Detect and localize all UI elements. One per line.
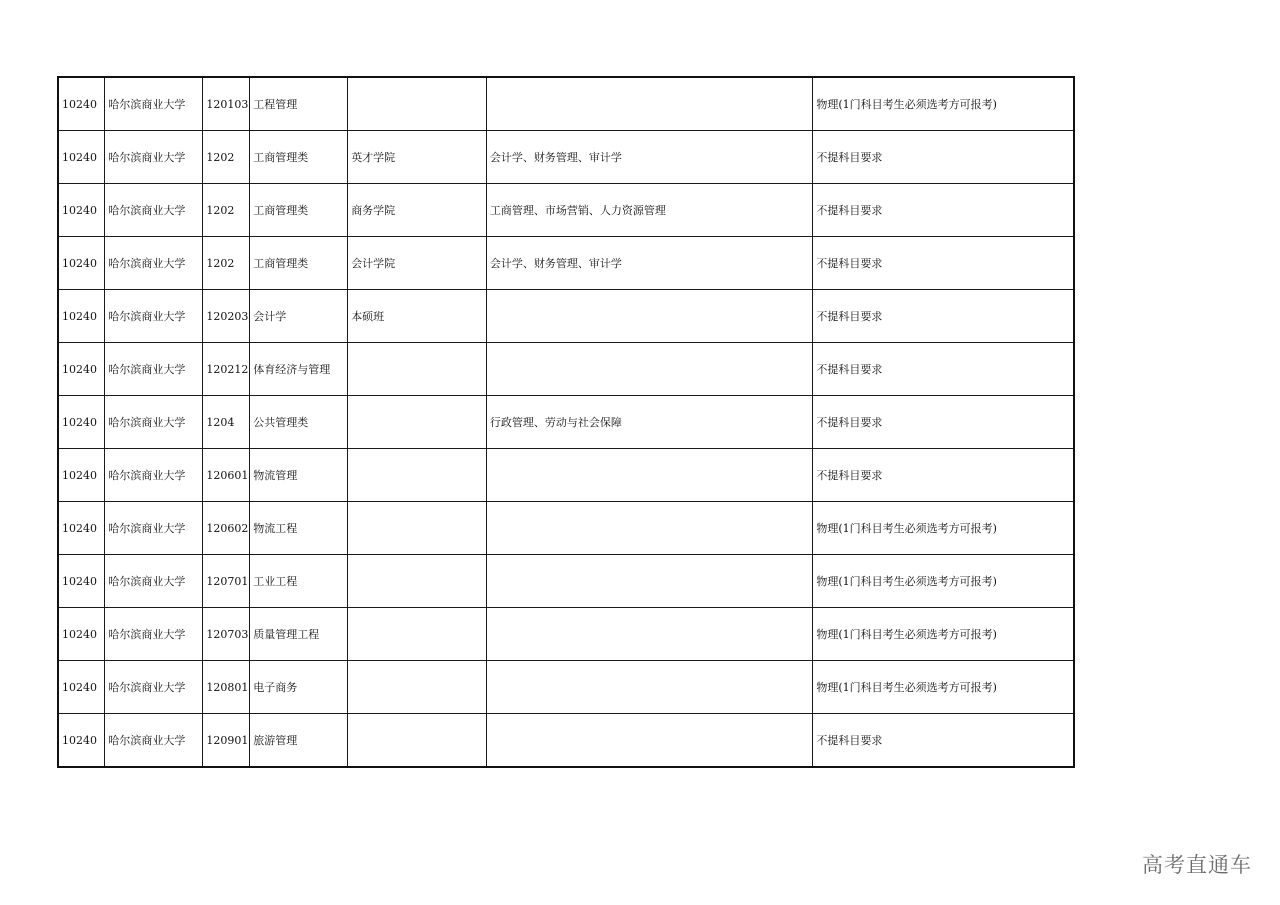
table-row bbox=[58, 714, 1074, 768]
included-majors-cell bbox=[486, 608, 812, 661]
school-name-cell: 哈尔滨商业大学 bbox=[105, 131, 203, 184]
school-name-cell: 哈尔滨商业大学 bbox=[105, 396, 203, 449]
subject-requirement-cell: 物理(1门科目考生必须选考方可报考) bbox=[813, 608, 1074, 661]
school-name-cell: 哈尔滨商业大学 bbox=[105, 343, 203, 396]
college-cell bbox=[348, 396, 487, 449]
table-container bbox=[57, 76, 1075, 768]
table-row bbox=[58, 661, 1074, 714]
table-row bbox=[58, 608, 1074, 661]
included-majors-cell: 行政管理、劳动与社会保障 bbox=[486, 396, 812, 449]
major-code-cell: 120703 bbox=[203, 608, 250, 661]
subject-requirement-cell: 不提科目要求 bbox=[813, 714, 1074, 768]
major-code-cell: 120602 bbox=[203, 502, 250, 555]
school-code-cell: 10240 bbox=[58, 77, 105, 131]
subject-requirement-cell: 不提科目要求 bbox=[813, 396, 1074, 449]
college-cell: 本硕班 bbox=[348, 290, 487, 343]
school-code-cell: 10240 bbox=[58, 396, 105, 449]
school-code-cell: 10240 bbox=[58, 131, 105, 184]
subject-requirement-cell: 物理(1门科目考生必须选考方可报考) bbox=[813, 77, 1074, 131]
college-cell: 商务学院 bbox=[348, 184, 487, 237]
major-code-cell: 1204 bbox=[203, 396, 250, 449]
school-code-cell: 10240 bbox=[58, 290, 105, 343]
table-row bbox=[58, 555, 1074, 608]
included-majors-cell bbox=[486, 714, 812, 768]
school-code-cell: 10240 bbox=[58, 608, 105, 661]
school-code-cell: 10240 bbox=[58, 714, 105, 768]
included-majors-cell bbox=[486, 449, 812, 502]
school-code-cell: 10240 bbox=[58, 502, 105, 555]
major-code-cell: 120601 bbox=[203, 449, 250, 502]
school-name-cell: 哈尔滨商业大学 bbox=[105, 184, 203, 237]
table-row bbox=[58, 237, 1074, 290]
table-row bbox=[58, 290, 1074, 343]
requirements-table bbox=[57, 76, 1075, 768]
major-code-cell: 120901 bbox=[203, 714, 250, 768]
included-majors-cell bbox=[486, 555, 812, 608]
major-code-cell: 120103 bbox=[203, 77, 250, 131]
subject-requirement-cell: 不提科目要求 bbox=[813, 184, 1074, 237]
table-row bbox=[58, 502, 1074, 555]
school-code-cell: 10240 bbox=[58, 555, 105, 608]
subject-requirement-cell: 不提科目要求 bbox=[813, 237, 1074, 290]
included-majors-cell bbox=[486, 290, 812, 343]
major-name-cell: 会计学 bbox=[250, 290, 348, 343]
subject-requirement-cell: 不提科目要求 bbox=[813, 290, 1074, 343]
school-code-cell: 10240 bbox=[58, 343, 105, 396]
major-name-cell: 旅游管理 bbox=[250, 714, 348, 768]
major-name-cell: 工程管理 bbox=[250, 77, 348, 131]
table-row bbox=[58, 184, 1074, 237]
school-name-cell: 哈尔滨商业大学 bbox=[105, 502, 203, 555]
school-name-cell: 哈尔滨商业大学 bbox=[105, 608, 203, 661]
table-row bbox=[58, 77, 1074, 131]
school-name-cell: 哈尔滨商业大学 bbox=[105, 661, 203, 714]
major-name-cell: 工商管理类 bbox=[250, 237, 348, 290]
school-name-cell: 哈尔滨商业大学 bbox=[105, 290, 203, 343]
table-row bbox=[58, 131, 1074, 184]
major-code-cell: 1202 bbox=[203, 184, 250, 237]
college-cell bbox=[348, 555, 487, 608]
school-code-cell: 10240 bbox=[58, 237, 105, 290]
table-row bbox=[58, 449, 1074, 502]
major-name-cell: 工商管理类 bbox=[250, 131, 348, 184]
college-cell bbox=[348, 449, 487, 502]
college-cell bbox=[348, 77, 487, 131]
included-majors-cell bbox=[486, 502, 812, 555]
included-majors-cell bbox=[486, 77, 812, 131]
school-name-cell: 哈尔滨商业大学 bbox=[105, 237, 203, 290]
table-row bbox=[58, 396, 1074, 449]
major-code-cell: 120701 bbox=[203, 555, 250, 608]
table-row bbox=[58, 343, 1074, 396]
major-name-cell: 物流管理 bbox=[250, 449, 348, 502]
subject-requirement-cell: 物理(1门科目考生必须选考方可报考) bbox=[813, 555, 1074, 608]
school-code-cell: 10240 bbox=[58, 184, 105, 237]
college-cell bbox=[348, 714, 487, 768]
school-name-cell: 哈尔滨商业大学 bbox=[105, 77, 203, 131]
major-name-cell: 公共管理类 bbox=[250, 396, 348, 449]
school-code-cell: 10240 bbox=[58, 449, 105, 502]
school-name-cell: 哈尔滨商业大学 bbox=[105, 714, 203, 768]
school-name-cell: 哈尔滨商业大学 bbox=[105, 449, 203, 502]
major-code-cell: 120212 bbox=[203, 343, 250, 396]
major-code-cell: 120801 bbox=[203, 661, 250, 714]
watermark-text: 高考直通车 bbox=[1142, 853, 1252, 877]
college-cell bbox=[348, 502, 487, 555]
subject-requirement-cell: 物理(1门科目考生必须选考方可报考) bbox=[813, 502, 1074, 555]
subject-requirement-cell: 不提科目要求 bbox=[813, 449, 1074, 502]
major-name-cell: 工业工程 bbox=[250, 555, 348, 608]
subject-requirement-cell: 不提科目要求 bbox=[813, 343, 1074, 396]
major-name-cell: 体育经济与管理 bbox=[250, 343, 348, 396]
college-cell bbox=[348, 343, 487, 396]
college-cell: 英才学院 bbox=[348, 131, 487, 184]
included-majors-cell bbox=[486, 343, 812, 396]
college-cell bbox=[348, 661, 487, 714]
included-majors-cell: 工商管理、市场营销、人力资源管理 bbox=[486, 184, 812, 237]
major-code-cell: 120203 bbox=[203, 290, 250, 343]
major-name-cell: 质量管理工程 bbox=[250, 608, 348, 661]
major-code-cell: 1202 bbox=[203, 131, 250, 184]
major-name-cell: 电子商务 bbox=[250, 661, 348, 714]
major-code-cell: 1202 bbox=[203, 237, 250, 290]
subject-requirement-cell: 不提科目要求 bbox=[813, 131, 1074, 184]
included-majors-cell: 会计学、财务管理、审计学 bbox=[486, 237, 812, 290]
major-name-cell: 物流工程 bbox=[250, 502, 348, 555]
college-cell bbox=[348, 608, 487, 661]
school-name-cell: 哈尔滨商业大学 bbox=[105, 555, 203, 608]
included-majors-cell bbox=[486, 661, 812, 714]
included-majors-cell: 会计学、财务管理、审计学 bbox=[486, 131, 812, 184]
school-code-cell: 10240 bbox=[58, 661, 105, 714]
subject-requirement-cell: 物理(1门科目考生必须选考方可报考) bbox=[813, 661, 1074, 714]
college-cell: 会计学院 bbox=[348, 237, 487, 290]
major-name-cell: 工商管理类 bbox=[250, 184, 348, 237]
